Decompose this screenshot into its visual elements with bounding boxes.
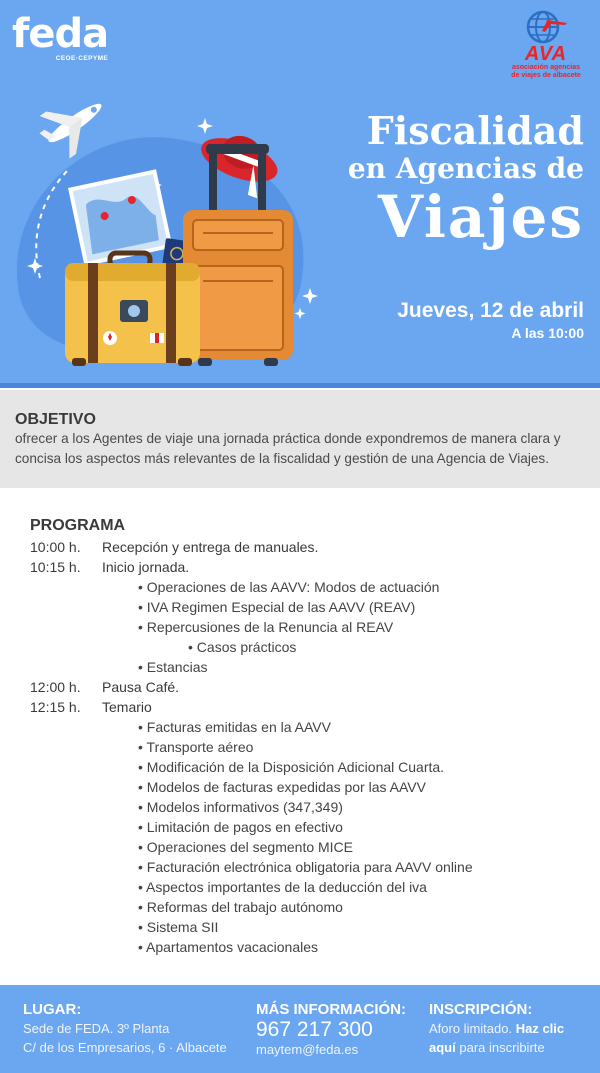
title-line-3: Viajes <box>377 183 584 251</box>
event-title <box>347 108 584 251</box>
objetivo-text-line-2: concisa los aspectos más relevantes de la fiscalidad y gestión de una Agencia de Viajes. <box>15 451 550 466</box>
inscripcion-heading: INSCRIPCIÓN: <box>429 1001 533 1018</box>
list-item: • Apartamentos vacacionales <box>138 939 319 955</box>
travel-illustration <box>0 88 330 378</box>
schedule-label: Recepción y entrega de manuales. <box>102 539 319 555</box>
inscripcion-text: Aforo limitado. <box>429 1021 513 1036</box>
info-phone[interactable]: 967 217 300 <box>256 1018 373 1041</box>
ava-logo-subtitle-2: de viajes de albacete <box>511 72 581 79</box>
list-item: • Aspectos importantes de la deducción del iva <box>138 879 427 895</box>
schedule-label: Temario <box>102 699 152 715</box>
feda-logo-word: feda <box>12 11 109 57</box>
schedule-label: Pausa Café. <box>102 679 180 695</box>
objetivo-text-line-1: ofrecer a los Agentes de viaje una jornada práctica donde expondremos de manera clara y <box>15 431 561 446</box>
schedule-label: Inicio jornada. <box>102 559 190 575</box>
ava-logo-word: AVA <box>524 43 568 65</box>
list-item: • Facturación electrónica obligatoria para AAVV online <box>138 859 473 875</box>
inscripcion-line-1 <box>429 1019 564 1038</box>
info-heading: MÁS INFORMACIÓN: <box>256 1001 406 1018</box>
ava-logo[interactable] <box>500 10 592 90</box>
list-item: • Modificación de la Disposición Adicional Cuarta. <box>138 759 445 775</box>
objetivo-heading: OBJETIVO <box>15 411 96 428</box>
inscripcion-link[interactable]: Haz clic <box>515 1021 565 1036</box>
list-item: • Estancias <box>138 659 208 675</box>
event-date-time: A las 10:00 <box>511 325 584 341</box>
list-item: • Reformas del trabajo autónomo <box>138 899 343 915</box>
schedule-time: 12:00 h. <box>30 679 81 695</box>
list-item: • Operaciones del segmento MICE <box>138 839 354 855</box>
list-item: • Sistema SII <box>138 919 219 935</box>
objetivo-section <box>0 390 600 488</box>
ava-logo-subtitle-1: asociación agencias <box>511 64 581 71</box>
inscripcion-link-here[interactable]: aquí <box>429 1040 456 1055</box>
list-item: • Modelos informativos (347,349) <box>138 799 343 815</box>
globe-plane-icon <box>521 10 571 44</box>
title-line-1: Fiscalidad <box>366 108 584 153</box>
list-item: • Modelos de facturas expedidas por las AAVV <box>138 779 426 795</box>
schedule-time: 10:00 h. <box>30 539 81 555</box>
list-item: • IVA Regimen Especial de las AAVV (REAV) <box>138 599 416 615</box>
list-item: • Transporte aéreo <box>138 739 254 755</box>
hero-banner <box>0 0 600 386</box>
list-item: • Limitación de pagos en efectivo <box>138 819 343 835</box>
list-item: • Repercusiones de la Renuncia al REAV <box>138 619 394 635</box>
lugar-heading: LUGAR: <box>23 1001 82 1018</box>
info-email-link[interactable]: maytem@feda.es <box>256 1042 359 1057</box>
footer-info <box>256 1001 406 1058</box>
programa-section <box>30 516 590 957</box>
footer <box>0 985 600 1073</box>
schedule-row <box>30 677 590 697</box>
schedule-row <box>30 697 590 717</box>
footer-lugar <box>23 1001 227 1057</box>
event-date <box>397 298 584 342</box>
schedule-time: 10:15 h. <box>30 559 81 575</box>
schedule-time: 12:15 h. <box>30 699 81 715</box>
lugar-line-2: C/ de los Empresarios, 6 · Albacete <box>23 1040 227 1055</box>
schedule-row <box>30 537 590 557</box>
feda-logo-subtitle: CEOE·CEPYME <box>55 55 109 62</box>
schedule-row <box>30 557 590 577</box>
list-item: • Operaciones de las AAVV: Modos de actuación <box>138 579 440 595</box>
event-date-day: Jueves, 12 de abril <box>397 299 584 322</box>
inscripcion-line-2 <box>429 1038 564 1057</box>
inscripcion-text-2: para inscribirte <box>459 1040 545 1055</box>
programa-heading: PROGRAMA <box>30 517 126 534</box>
title-line-2: en Agencias de <box>347 152 584 185</box>
lugar-line-1: Sede de FEDA. 3º Planta <box>23 1021 170 1036</box>
hero-divider <box>0 383 600 388</box>
list-item: • Facturas emitidas en la AAVV <box>138 719 331 735</box>
yellow-suitcase-icon <box>65 253 200 366</box>
footer-inscripcion <box>429 1001 564 1057</box>
list-subitem: • Casos prácticos <box>188 639 297 655</box>
feda-logo[interactable] <box>12 11 109 62</box>
